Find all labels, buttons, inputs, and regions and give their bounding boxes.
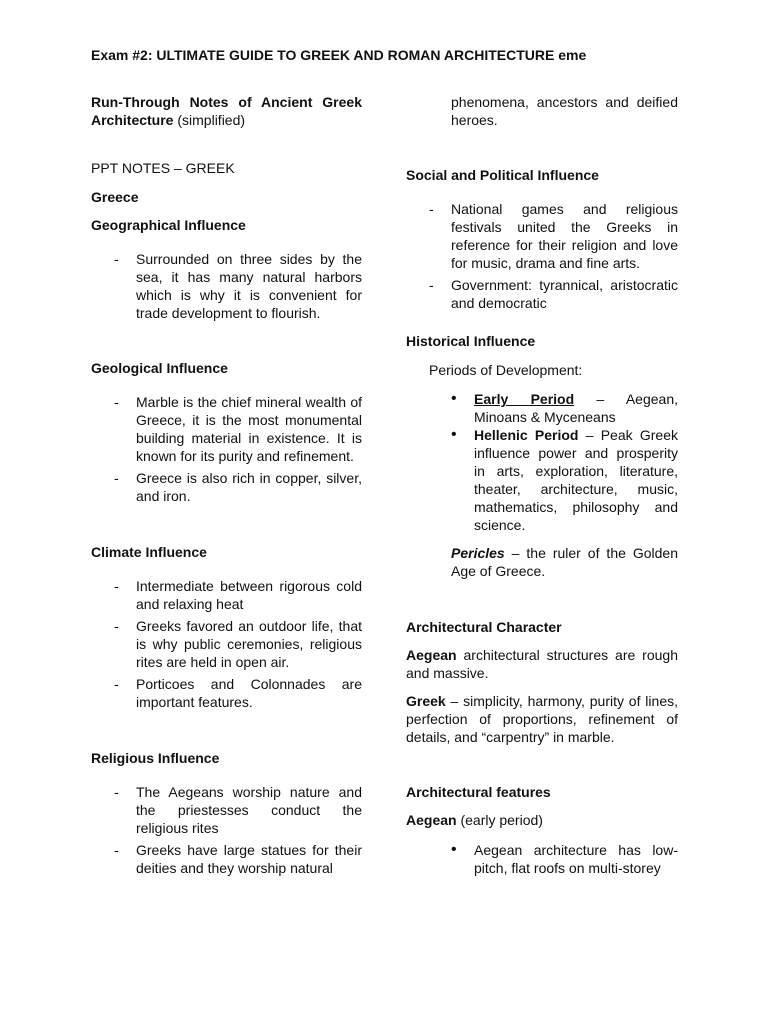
social-item: - Government: tyrannical, aristocratic and democratic: [406, 276, 678, 312]
pericles-text: – the ruler of the Golden Age of Greece.: [451, 545, 678, 579]
page-title: Exam #2: ULTIMATE GUIDE TO GREEK AND ROMAN ARCHITECTURE eme: [91, 47, 587, 63]
intro-bold: Run-Through Notes of Ancient Greek Architecture: [91, 94, 362, 128]
period-early: [406, 390, 678, 426]
greek-label: Greek: [406, 693, 446, 709]
character-heading: Architectural Character: [406, 619, 562, 635]
hellenic-period-label: Hellenic Period: [474, 427, 579, 443]
aegean-label: Aegean: [406, 647, 457, 663]
early-period-text: – Aegean, Minoans & Myceneans: [474, 391, 679, 425]
early-period-label: Early Period: [474, 391, 575, 407]
intro-rest: (simplified): [173, 112, 246, 128]
climate-heading: Climate Influence: [91, 544, 207, 560]
climate-item: - Greeks favored an outdoor life, that is why public ceremonies, religious rites are held in open air.: [91, 617, 362, 671]
climate-item: - Porticoes and Colonnades are important features.: [91, 675, 362, 711]
religious-item: - The Aegeans worship nature and the priestesses conduct the religious rites: [91, 783, 362, 837]
greek-text: – simplicity, harmony, purity of lines, perfection of proportions, refinement of details, and “carpentry” in marble.: [406, 693, 678, 745]
features-heading: Architectural features: [406, 784, 551, 800]
aegean-character: [406, 646, 678, 682]
greece-heading: Greece: [91, 189, 139, 205]
social-heading: Social and Political Influence: [406, 167, 599, 183]
pericles-label: Pericles: [451, 545, 505, 561]
aegean-text: architectural structures are rough and massive.: [406, 647, 678, 681]
geographical-heading: Geographical Influence: [91, 217, 246, 233]
intro-paragraph: [91, 93, 362, 129]
left-column: [91, 93, 362, 877]
geological-item: - Greece is also rich in copper, silver, and iron.: [91, 469, 362, 505]
climate-item: - Intermediate between rigorous cold and relaxing heat: [91, 577, 362, 613]
pericles-note: [406, 544, 678, 580]
religious-heading: Religious Influence: [91, 750, 220, 766]
historical-heading: Historical Influence: [406, 333, 536, 349]
religious-item: - Greeks have large statues for their deities and they worship natural: [91, 841, 362, 877]
ppt-notes-heading: PPT NOTES – GREEK: [91, 160, 235, 176]
greek-character: [406, 692, 678, 746]
aegean-features-label: [406, 811, 678, 829]
periods-label: Periods of Development:: [429, 362, 583, 378]
aegean-label: Aegean: [406, 812, 457, 828]
geographical-item: - Surrounded on three sides by the sea, it has many natural harbors which is why it is convenient for trade development to flourish.: [91, 250, 362, 322]
geological-item: - Marble is the chief mineral wealth of Greece, it is the most monumental building material in existence. It is known for its purity and refinement.: [91, 393, 362, 465]
right-column: [406, 93, 678, 877]
hellenic-period-text: – Peak Greek influence power and prosperity in arts, exploration, literature, theater, architecture, music, mathematics, philosophy and science.: [474, 427, 678, 533]
aegean-period-text: (early period): [456, 812, 543, 828]
period-hellenic: [406, 426, 678, 534]
feature-item: • Aegean architecture has low-pitch, flat roofs on multi-storey: [406, 841, 678, 877]
social-item: - National games and religious festivals united the Greeks in reference for their religion and love for music, drama and fine arts.: [406, 200, 678, 272]
continued-text: phenomena, ancestors and deified heroes.: [451, 94, 678, 128]
geological-heading: Geological Influence: [91, 360, 228, 376]
